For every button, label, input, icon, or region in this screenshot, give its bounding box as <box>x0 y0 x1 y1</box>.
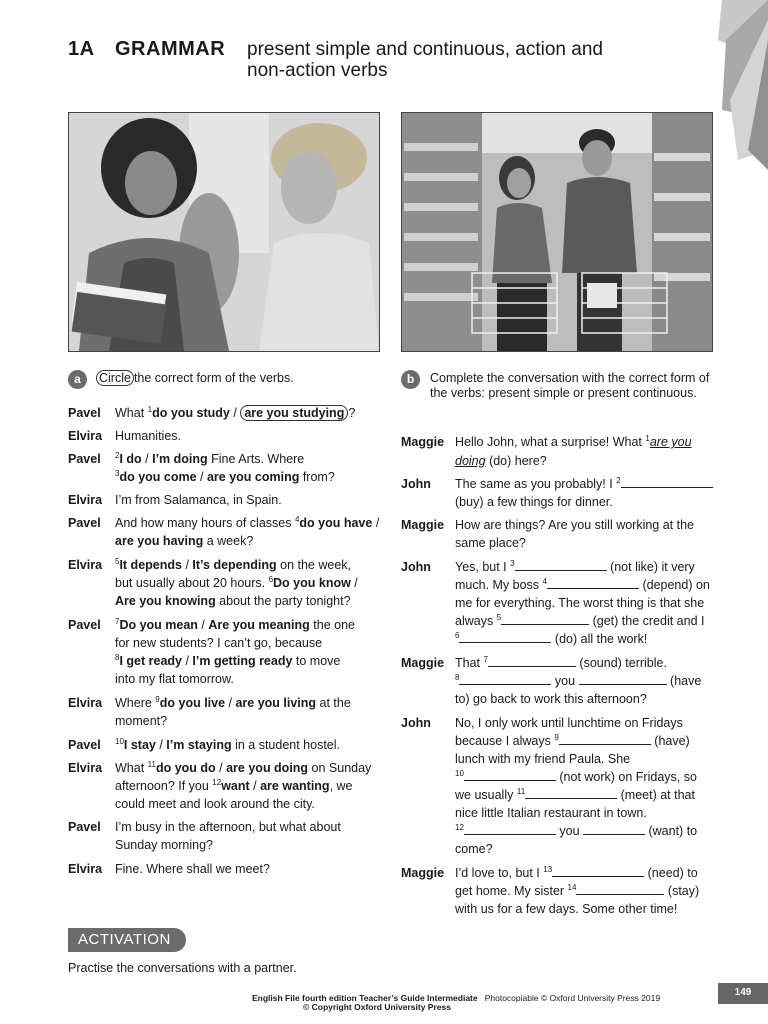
activation-instruction: Practise the conversations with a partner. <box>68 961 297 975</box>
line-b13: $^8$ you (have <box>455 672 702 688</box>
topic-line-2: non-action verbs <box>247 60 388 81</box>
answer-blank[interactable] <box>464 823 556 835</box>
speaker-elvira: Elvira <box>68 862 103 876</box>
line-b21: $^{12}$ you (want) to <box>455 822 698 838</box>
speaker-pavel: Pavel <box>68 516 101 530</box>
line-b20: nice little Italian restaurant in town. <box>455 806 647 820</box>
line-a9: but usually about 20 hours. $^6$Do you know / <box>115 574 358 590</box>
circle-word: Circle <box>96 370 134 386</box>
line-b24: get home. My sister $^{14}$ (stay) <box>455 882 700 898</box>
line-a6: And how many hours of classes $^4$do you have / <box>115 514 380 530</box>
speaker-maggie: Maggie <box>401 518 445 532</box>
unit-code: 1A <box>68 38 95 60</box>
line-a11: $^7$Do you mean / Are you meaning the one <box>115 616 355 632</box>
speaker-elvira: Elvira <box>68 493 103 507</box>
line-a15: Where $^9$do you live / are you living at the <box>115 694 351 710</box>
topic-title <box>247 39 667 81</box>
line-b16: because I always $^9$ (have) <box>455 732 690 748</box>
answer-blank[interactable] <box>525 787 617 799</box>
activation-label: ACTIVATION <box>68 928 186 952</box>
line-b23: I’d love to, but I $^{13}$ (need) to <box>455 864 698 880</box>
line-b4: (buy) a few things for dinner. <box>455 495 613 509</box>
speaker-john: John <box>401 560 431 574</box>
footer-copyright: © Copyright Oxford University Press <box>303 1002 451 1012</box>
exercise-a-instruction-text: the correct form of the verbs. <box>133 371 294 385</box>
line-b19: we usually $^{11}$ (meet) at that <box>455 786 695 802</box>
answer-blank[interactable] <box>459 631 551 643</box>
line-b14: to) go back to work this afternoon? <box>455 692 647 706</box>
line-a19: afternoon? If you $^{12}$want / are wanting, we <box>115 777 353 793</box>
speaker-maggie: Maggie <box>401 866 445 880</box>
line-a5: I’m from Salamanca, in Spain. <box>115 493 282 507</box>
answer-blank[interactable] <box>488 655 576 667</box>
speaker-john: John <box>401 716 431 730</box>
line-b11: $^6$ (do) all the work! <box>455 630 648 646</box>
line-b2: doing (do) here? <box>455 454 547 468</box>
answer-blank[interactable] <box>621 476 713 488</box>
footer-book-title: English File fourth edition Teacher’s Guide Intermediate <box>252 993 478 1003</box>
answer-blank[interactable] <box>576 883 664 895</box>
answer-blank[interactable] <box>515 559 607 571</box>
line-b17: lunch with my friend Paula. She <box>455 752 631 766</box>
line-b12: That $^7$ (sound) terrible. <box>455 654 667 670</box>
line-a23: Fine. Where shall we meet? <box>115 862 270 876</box>
line-a1: What $^1$do you study / are you studying ? <box>115 404 356 420</box>
speaker-pavel: Pavel <box>68 406 101 420</box>
speaker-maggie: Maggie <box>401 656 445 670</box>
line-a17: $^{10}$I stay / I’m staying in a student hostel. <box>115 736 340 752</box>
line-a3: $^2$I do / I’m doing Fine Arts. Where <box>115 450 305 466</box>
line-b7: Yes, but I $^3$ (not like) it very <box>455 558 695 574</box>
speaker-elvira: Elvira <box>68 696 103 710</box>
answer-blank[interactable] <box>583 823 645 835</box>
speaker-elvira: Elvira <box>68 558 103 572</box>
answer-blank[interactable] <box>579 673 667 685</box>
section-title: GRAMMAR <box>115 38 226 60</box>
line-a8: $^5$It depends / It’s depending on the week, <box>115 556 352 572</box>
line-b22: come? <box>455 842 493 856</box>
footer-license: Photocopiable © Oxford University Press 2019 <box>484 993 661 1003</box>
speaker-pavel: Pavel <box>68 820 101 834</box>
line-a20: could meet and look around the city. <box>115 797 315 811</box>
exercise-a-instruction <box>96 371 294 386</box>
answer-blank[interactable] <box>547 577 639 589</box>
line-a18: What $^{11}$do you do / are you doing on Sunday <box>115 759 372 775</box>
line-b3: The same as you probably! I $^2$ <box>455 475 713 493</box>
speaker-john: John <box>401 477 431 491</box>
students-photo <box>68 112 380 352</box>
line-a22: Sunday morning? <box>115 838 213 852</box>
line-b5: How are things? Are you still working at the <box>455 518 695 532</box>
line-b6: same place? <box>455 536 526 550</box>
exercise-b-instruction: Complete the conversation with the correct form of the verbs: present simple or present continuous. <box>430 371 710 400</box>
answer-blank[interactable] <box>501 613 589 625</box>
line-a14: into my flat tomorrow. <box>115 672 234 686</box>
line-b8: much. My boss $^4$ (depend) on <box>455 576 710 592</box>
answer-blank[interactable] <box>559 733 651 745</box>
exercise-a-badge: a <box>68 370 87 389</box>
speaker-maggie: Maggie <box>401 435 445 449</box>
exercise-b-badge: b <box>401 370 420 389</box>
line-b25: with us for a few days. Some other time! <box>455 902 678 916</box>
line-a21: I’m busy in the afternoon, but what about <box>115 820 341 834</box>
line-a10: Are you knowing about the party tonight? <box>115 594 351 608</box>
line-b18: $^{10}$ (not work) on Fridays, so <box>455 768 697 784</box>
line-a7: are you having a week? <box>115 534 254 548</box>
speaker-pavel: Pavel <box>68 738 101 752</box>
speaker-elvira: Elvira <box>68 429 103 443</box>
line-b1: Hello John, what a surprise! What $^1$are you <box>455 433 692 449</box>
speaker-pavel: Pavel <box>68 618 101 632</box>
corner-fan-decoration <box>718 0 768 170</box>
line-b10: always $^5$ (get) the credit and I <box>455 612 705 628</box>
line-a16: moment? <box>115 714 168 728</box>
line-b15: No, I only work until lunchtime on Fridays <box>455 716 683 730</box>
supermarket-photo <box>401 112 713 352</box>
line-a4: $^3$do you come / are you coming from? <box>115 468 335 484</box>
page-number: 149 <box>718 983 768 1004</box>
speaker-elvira: Elvira <box>68 761 103 775</box>
line-a12: for new students? I can’t go, because <box>115 636 323 650</box>
answer-blank[interactable] <box>459 673 551 685</box>
speaker-pavel: Pavel <box>68 452 101 466</box>
line-a13: $^8$I get ready / I’m getting ready to move <box>115 652 341 668</box>
answer-blank[interactable] <box>552 865 644 877</box>
line-a2: Humanities. <box>115 429 181 443</box>
topic-line-1: present simple and continuous, action and <box>247 39 603 60</box>
answer-blank[interactable] <box>464 769 556 781</box>
line-b9: me for everything. The worst thing is that she <box>455 596 705 610</box>
